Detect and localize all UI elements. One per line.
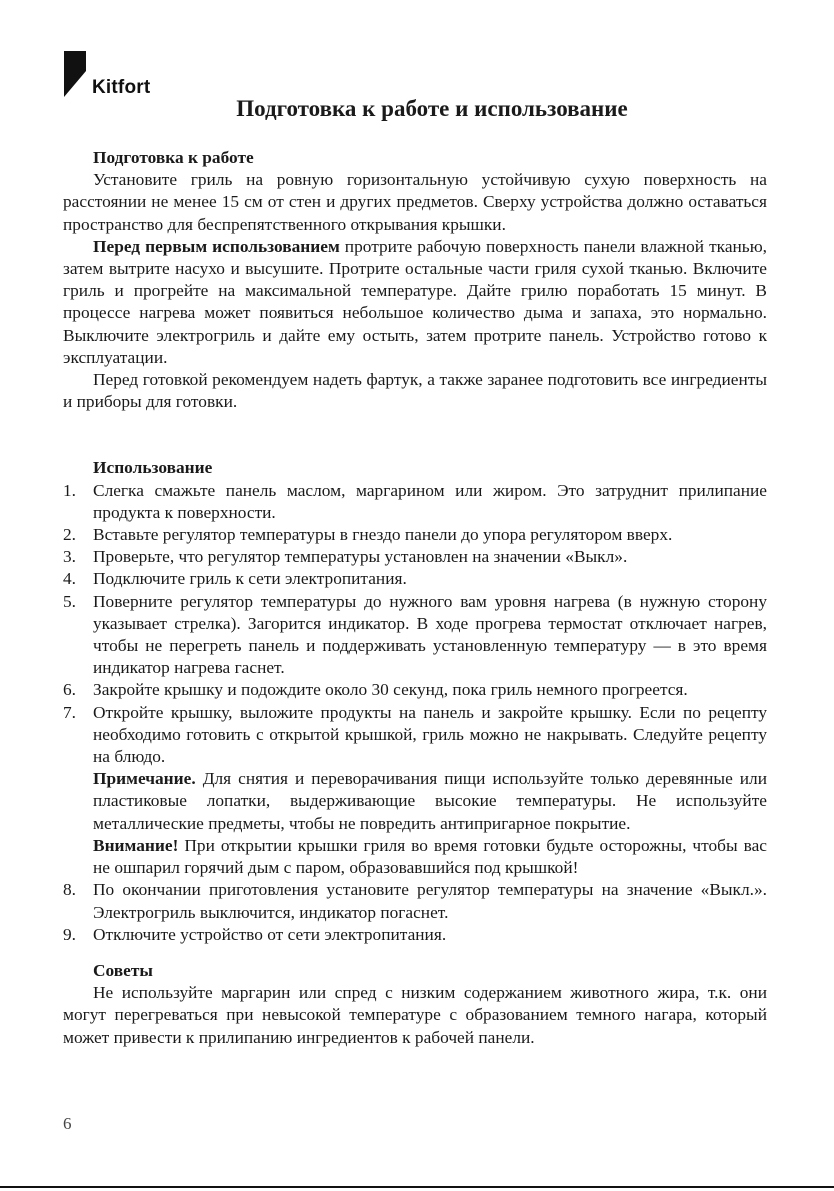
section-heading-tips: Советы bbox=[93, 960, 153, 980]
list-item: 9. Отключите устройство от сети электропитания. bbox=[63, 924, 447, 944]
bottom-divider bbox=[0, 1186, 834, 1188]
list-item: 1. Слегка смажьте панель маслом, маргарином или жиром. Это затруднит прилипание продукта к поверхности. bbox=[63, 480, 767, 522]
prep-paragraph-2 bbox=[63, 236, 767, 369]
section-heading-usage: Использование bbox=[93, 458, 213, 478]
prep-first-use-label: Перед первым использованием bbox=[93, 236, 340, 256]
note-text: Для снятия и переворачивания пищи используйте только деревянные или пластиковые лопатки, выдерживающие высокие температуры. Не используйте металлические предметы, чтобы не повредить антипригарное покрытие. bbox=[93, 769, 767, 833]
prep-paragraph-1: Установите гриль на ровную горизонтальную устойчивую сухую поверхность на расстоянии не менее 15 см от стен и других предметов. Сверху устройства должно оставаться пространство для беспрепятственного открывания крышки. bbox=[63, 170, 767, 234]
list-item: 5. Поверните регулятор температуры до нужного вам уровня нагрева (в нужную сторону указывает стрелка). Загорится индикатор. В ходе прогрева термостат отключает нагрев, чтобы не перегреть панель и поддерживать установленную температуру — в это время индикатор нагрева гаснет. bbox=[63, 591, 767, 678]
list-item: 6. Закройте крышку и подождите около 30 секунд, пока гриль немного прогреется. bbox=[63, 680, 688, 700]
brand-name: Kitfort bbox=[92, 77, 151, 98]
usage-steps-list bbox=[63, 480, 767, 946]
kitfort-logo-icon bbox=[62, 49, 92, 99]
list-item: 2. Вставьте регулятор температуры в гнездо панели до упора регулятором вверх. bbox=[63, 525, 673, 545]
section-heading-prep: Подготовка к работе bbox=[93, 148, 254, 167]
prep-paragraph-3: Перед готовкой рекомендуем надеть фартук, а также заранее подготовить все ингредиенты и приборы для готовки. bbox=[63, 370, 767, 412]
note-label: Примечание. bbox=[93, 769, 196, 789]
warning-label: Внимание! bbox=[93, 835, 179, 855]
note-paragraph bbox=[93, 768, 767, 835]
list-item: 7. Откройте крышку, выложите продукты на панель и закройте крышку. Если по рецепту необходимо готовить с открытой крышкой, гриль можно не накрывать. Следуйте рецепту на блюдо. Примечание. Для снятия и переворачивания пищи используйте только деревянные или пластиковые лопатки, выдерживающие высокие температуры. Не используйте металлические предметы, чтобы не повредить антипригарное покрытие. Внимание! При открытии крышки гриля во время готовки будьте осторожны, чтобы вас не ошпарил горячий дым с паром, образовавшийся под крышкой! bbox=[63, 702, 767, 880]
warning-paragraph bbox=[93, 835, 767, 879]
tips-paragraph: Не используйте маргарин или спред с низким содержанием животного жира, т.к. они могут перегреваться при невысокой температуре с образованием темного нагара, который может привести к прилипанию ингредиентов к рабочей панели. bbox=[63, 983, 767, 1047]
page-number: 6 bbox=[63, 1114, 72, 1133]
document-body bbox=[63, 147, 767, 1049]
prep-first-use-text: протрите рабочую поверхность панели влажной тканью, затем вытрите насухо и высушите. Протрите остальные части гриля сухой тканью. Включите гриль и прогрейте на максимальной температуре. Дайте грилю поработать 15 минут. В процессе нагрева может появиться небольшое количество дыма и запаха, это нормально. Выключите электрогриль и дайте ему остыть, затем протрите панель. Устройство готово к эксплуатации. bbox=[63, 236, 767, 367]
page-title: Подготовка к работе и использование bbox=[236, 96, 628, 121]
list-item: 8. По окончании приготовления установите регулятор температуры на значение «Выкл.». Электрогриль выключится, индикатор погаснет. bbox=[63, 880, 767, 922]
warning-text: При открытии крышки гриля во время готовки будьте осторожны, чтобы вас не ошпарил горячий дым с паром, образовавшийся под крышкой! bbox=[93, 835, 767, 878]
list-item: 4. Подключите гриль к сети электропитания. bbox=[63, 569, 407, 589]
list-item: 3. Проверьте, что регулятор температуры установлен на значении «Выкл». bbox=[63, 547, 628, 567]
brand-logo bbox=[62, 49, 172, 101]
